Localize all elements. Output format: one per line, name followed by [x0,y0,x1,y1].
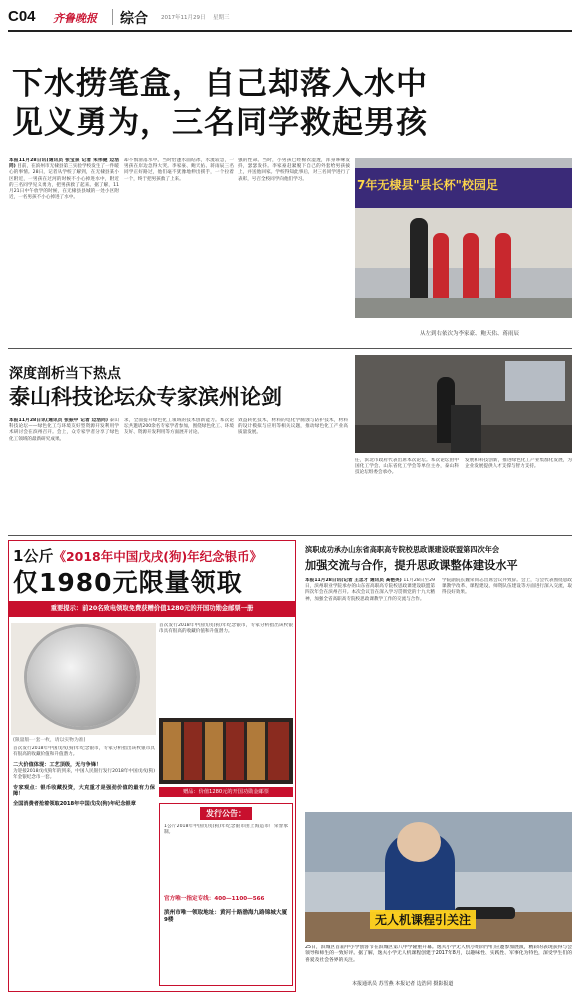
article1-byline: 本报11月28日讯(通讯员 张宝泉 记者 朱伟健 边浩同) [9,158,119,170]
ad-block [8,540,296,992]
issue-date: 2017年11月29日 [161,15,206,21]
issue-box-text: 1公斤2018年中国戊戌(狗)年纪念银币由上海造币厂荣誉承制。 [164,824,288,836]
article1-col3-text: 强的性命。当时，小男孩已经棉衣湿透，浑身哆嗦发抖，瑟瑟发抖。李家豪赶紧脱下自己的外套给男孩披上，并送他回家。学校得知此事后，对三名同学进行了表彰，号召全校同学向他们学习。 [238,158,350,182]
page-number: C04 [8,8,36,25]
article1-col1-text: 目前，在滨州市无棣县第三实验学校发生了一件暖心的事情。28日，记者从学校了解到，在无棣县某小区附近，一男孩在过河的时候不小心掉进水中，附近的三名同学见义勇为，把男孩救了起来。据了解，11月21日中午放学的时候，在无棣县县城的一处小区附近，一名男孩不小心掉进了水中。 [9,164,119,201]
ad-left-text [13,746,155,986]
article3-photo-caption-text: 25日，滨城区首届中小学创客节在滨城区第八中学隆重开幕。逸夫小学无人机小组同学们应邀参加展演，精彩的表现获得与会领导和师生的一致好评。据了解，逸夫小学无人机课程创建于2017年8月，以趣味性、实践性、军事化为特色，深受学生们的喜爱及社会各界的关注。 [305,945,572,963]
article2-photo [355,355,572,453]
issue-box-body [164,824,288,892]
stamp-panel-6 [268,722,289,780]
article3-col2-text: 学院副院长魏荣同志出席会议并致辞。会上，与会代表围绕思政课教学改革、课程建设、师资队伍建设等方面进行深入交流，取得良好效果。 [442,578,572,596]
article3-photo-banner: 无人机课程引关注 [370,910,476,929]
photo-person-3 [463,233,479,298]
stamp-panel-1 [163,722,181,780]
photo-screen [505,361,565,401]
article2-col2 [124,418,234,528]
article2-col1-text: 泰山科技论坛——绿色化工与环境友好型资源开发利用学术研讨会在滨州召开。会上，众专家学者分享了绿色化工领域的最新研究成果。 [9,418,119,442]
coin-caption: (限量版·一套一枚，请以实物为准) [13,738,86,743]
article1-headline [12,65,572,143]
ad-title-row [13,545,293,565]
article3-headline: 加强交流与合作，提升思政课整体建设水平 [305,559,518,572]
section-name: 综合 [120,11,148,27]
stamp-panel-4 [226,722,244,780]
ad-price-line: 仅1980元限量领取 [13,568,243,597]
photo-person-1 [410,218,428,298]
stamp-panel-2 [184,722,202,780]
stamp-panel-5 [247,722,265,780]
photo-student-head [397,822,441,862]
photo-podium [451,405,481,453]
stamp-caption: 赠品：价值1280元的开国功勋金邮票 [159,787,293,797]
coin-image [27,627,137,727]
article2-kicker: 深度剖析当下热点 [9,366,121,382]
article1-col2 [124,158,234,328]
ad-right-text [159,623,293,713]
issue-weekday: 星期三 [213,15,230,21]
article2-bottom-rule [8,535,572,536]
article2-col1 [9,418,119,528]
photo-banner-text: 7年无棣县"县长杯"校园足 [357,178,498,192]
stamp-panel-3 [205,722,223,780]
issue-box [159,803,293,986]
article1-col1 [9,158,119,328]
ad-store: 滨州市唯一领取地址：黄河十路渤海九路锦城大厦9楼 [164,910,288,923]
article2-col3 [238,418,348,528]
article1-headline-line2: 见义勇为，三名同学救起男孩 [12,105,428,141]
issue-box-title: 发行公告： [200,807,252,820]
article3-photo-caption [305,945,572,979]
article2-byline: 本报11月28日讯(通讯员 张振中 记者 边浩同) [9,418,108,423]
article3-col1 [305,578,435,806]
article1-headline-line1: 下水捞笔盒，自己却落入水中 [12,66,428,102]
ad-right-body: 首次发行2018年中国戊戌(狗)年纪念银币，专家分析指出该枚银币具有很高的收藏价值和升值潜力。 [159,623,293,635]
ad-title: 《2018年中国戊戌(狗)年纪念银币》 [53,549,263,564]
article3-kicker: 滨职成功承办山东省高职高专院校思政课建设联盟第四次年会 [305,545,500,554]
ad-body2: 为迎接2018戊戌狗年的到来，中国人民银行发行2018年中国戊戌(狗)年金银纪念币一套。 [13,768,155,780]
photo-person-2 [433,233,449,298]
ad-prefix: 1公斤 [13,547,54,565]
stamp-album [159,718,293,784]
paper-name: 齐鲁晚报 [53,12,97,25]
article3-photo-credit: 本报通讯员 苏雪燕 本报记者 边浩同 摄影报道 [352,981,454,987]
article3-col1-text: 11月28日至29日，滨州职业学院承办的山东省高职高专院校思政课建设联盟第四次年会在滨州召开。本次会议旨在深入学习贯彻党的十九大精神，加强全省高职高专院校思政课教学工作的交流与合作。 [305,578,435,602]
header-divider [112,9,113,25]
article2-col3-text: 效益转化技术，材料的电化学腐蚀与防护技术，材料的设计模拟与应用等相关议题，推动绿色化工产业高质量发展。 [238,418,348,436]
ad-feature3: 全国消费者抢着领取2018年中国戊戌(狗)年纪念银章 [13,801,136,808]
article2-col4-text: 任，滨北市政府代表出席本次论坛。本次论坛由中国化工学会、山东省化工学会等单位主办，泰山科技论坛组委会承办。 [355,458,459,476]
ad-body1: 首次发行2018年中国戊戌(狗)年纪念银币，专家分析指出该枚银币具有很高的收藏价值和升值潜力。 [13,746,155,758]
article3-photo [305,812,572,942]
ad-feature2: 专家观点：银币收藏投资，大克重才是强劲价值的最有力保障！ [13,785,155,798]
article1-photo [355,158,572,318]
article1-col3 [238,158,350,328]
ad-notice: 重要提示：前20名致电领取免费获赠价值1280元的开国功勋金邮票一册 [9,601,295,617]
header-rule [8,30,572,32]
ad-hotline: 官方唯一指定专线：400—1100—566 [164,896,265,902]
article1-bottom-rule [8,348,572,349]
article3-byline: 本报11月28日讯(记者 王忠才 通讯员 高艳英) [305,578,402,583]
article1-col2-text: 却不慎滑落水中。当时恰逢水面结冰，水流较急，一男孩在岸边急得大哭。李家豪、鲍天佑、蒋雨辰三名同学正好路过，他们毫不犹豫地伸出援手，一个拉着一个，终于把男孩救了上来。 [124,158,234,182]
article2-col2-text: 求，全面提升绿色化工领域的技术创新能力。本次论坛共邀请200余名专家学者参加，围绕绿色化工、环境友好、资源开发利用等方面展开讨论。 [124,418,234,436]
article3-col2 [442,578,572,806]
article2-headline: 泰山科技论坛众专家滨州论剑 [9,385,282,409]
article2-col4 [355,458,459,528]
photo-person-4 [495,233,511,298]
article1-photo-caption: 从左到右依次为李家豪、鲍天佑、蒋雨辰 [420,331,520,337]
ad-feature1: 二大价值体现：工艺顶级，无与争锋！ [13,762,102,769]
article2-col5 [465,458,572,528]
photo-ground [355,298,572,318]
article2-col5-text: 发展和科技创新，推进绿色化工产业集群化发展，为企业发展提供人才支撑与智力支持。 [465,458,572,470]
